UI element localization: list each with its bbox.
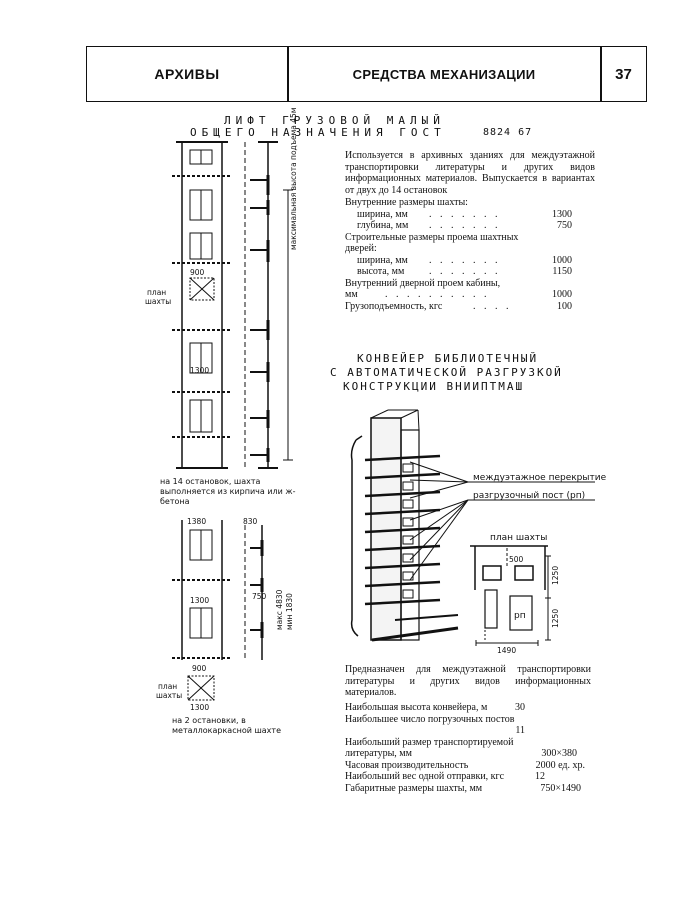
section-title: АРХИВЫ	[154, 66, 220, 82]
dim-830-label: 830	[243, 517, 258, 526]
spec-row: Наибольшее число погрузочных постов 11	[345, 713, 525, 736]
conveyor-title-line2: С АВТОМАТИЧЕСКОЙ РАЗГРУЗКОЙ	[330, 366, 563, 379]
conveyor-description: Предназначен для междуэтажной транспортировки литературы и других видов информационных материалов.	[345, 664, 591, 698]
dim-1250-label: 1250	[551, 565, 560, 585]
spec-row: глубина, мм . . . . . . . 750	[357, 220, 572, 231]
spec-row: Наибольший вес одной отправки, кгс 12	[345, 771, 545, 782]
spec-row: ширина, мм . . . . . . . 1000	[357, 254, 572, 266]
spec-row: Наибольший размер транспортируемой литературы, мм 300×380	[345, 736, 577, 759]
conveyor-title-line1: КОНВЕЙЕР БИБЛИОТЕЧНЫЙ	[357, 352, 539, 365]
spec-row: Габаритные размеры шахты, мм 750×1490	[345, 782, 581, 794]
plan-label-2: план	[158, 682, 178, 691]
spec-row: Внутренний дверной проем кабины,	[345, 277, 501, 289]
dim-1490-label: 1490	[497, 646, 517, 655]
dim-1300b-label: 1300	[190, 596, 210, 605]
dim-900b-label: 900	[192, 664, 207, 673]
lift-gost-number: 8824 67	[483, 127, 533, 138]
spec-row: мм . . . . . . . . . . 1000	[345, 289, 572, 300]
spec-row: Строительные размеры проема шахтных дверей:	[345, 231, 519, 254]
topic-title: СРЕДСТВА МЕХАНИЗАЦИИ	[352, 66, 536, 82]
conveyor-title-line3: КОНСТРУКЦИИ ВНИИПТМАШ	[343, 380, 525, 393]
dim-1380-label: 1380	[187, 517, 207, 526]
max-height-label: максимальная высота подъема 45м	[289, 107, 298, 250]
caption-14-stops: на 14 остановок, шахта выполняется из кирпича или ж-бетона	[160, 477, 296, 506]
lift-title-line1: ЛИФТ ГРУЗОВОЙ МАЛЫЙ	[224, 114, 445, 127]
dim-1300c-label: 1300	[190, 703, 210, 712]
callout-unload: разгрузочный пост (рп)	[473, 491, 586, 501]
shaft-label-2: шахты	[156, 691, 183, 700]
shaft-label: шахты	[145, 297, 172, 306]
min-1830-label: мин 1830	[285, 593, 294, 630]
max-4830-label: макс 4830	[275, 589, 284, 630]
spec-row: ширина, мм . . . . . . . 1300	[357, 208, 572, 220]
dim-750-label: 750	[252, 592, 267, 601]
dim-500-label: 500	[509, 555, 524, 564]
lift-title-line2: ОБЩЕГО НАЗНАЧЕНИЯ ГОСТ	[190, 126, 446, 139]
spec-row: Наибольшая высота конвейера, м 30	[345, 702, 525, 713]
dim-1300-label: 1300	[190, 366, 210, 375]
dim-900-label: 900	[190, 268, 205, 277]
spec-row: Часовая производительность 2000 ед. хр.	[345, 759, 585, 771]
page-number: 37	[615, 65, 632, 83]
spec-row: высота, мм . . . . . . . 1150	[357, 266, 572, 277]
spec-row: Внутренние размеры шахты:	[345, 197, 468, 208]
plan-shaft-label: план шахты	[490, 533, 548, 543]
callout-floor: междуэтажное перекрытие	[473, 473, 607, 483]
caption-2-stops: на 2 остановки, в металлокаркасной шахте	[172, 716, 281, 735]
rp-label: рп	[514, 611, 526, 621]
dim-1250b-label: 1250	[551, 608, 560, 628]
plan-label: план	[147, 288, 167, 297]
conveyor-specs	[345, 702, 585, 794]
lift-description: Используется в архивных зданиях для междуэтажной транспортировки литературы и других видов информационных материалов. Выпускается в вариантах от двух до 14 остановок	[345, 150, 595, 196]
spec-row: Грузоподъемность, кгс . . . . 100	[345, 300, 572, 312]
